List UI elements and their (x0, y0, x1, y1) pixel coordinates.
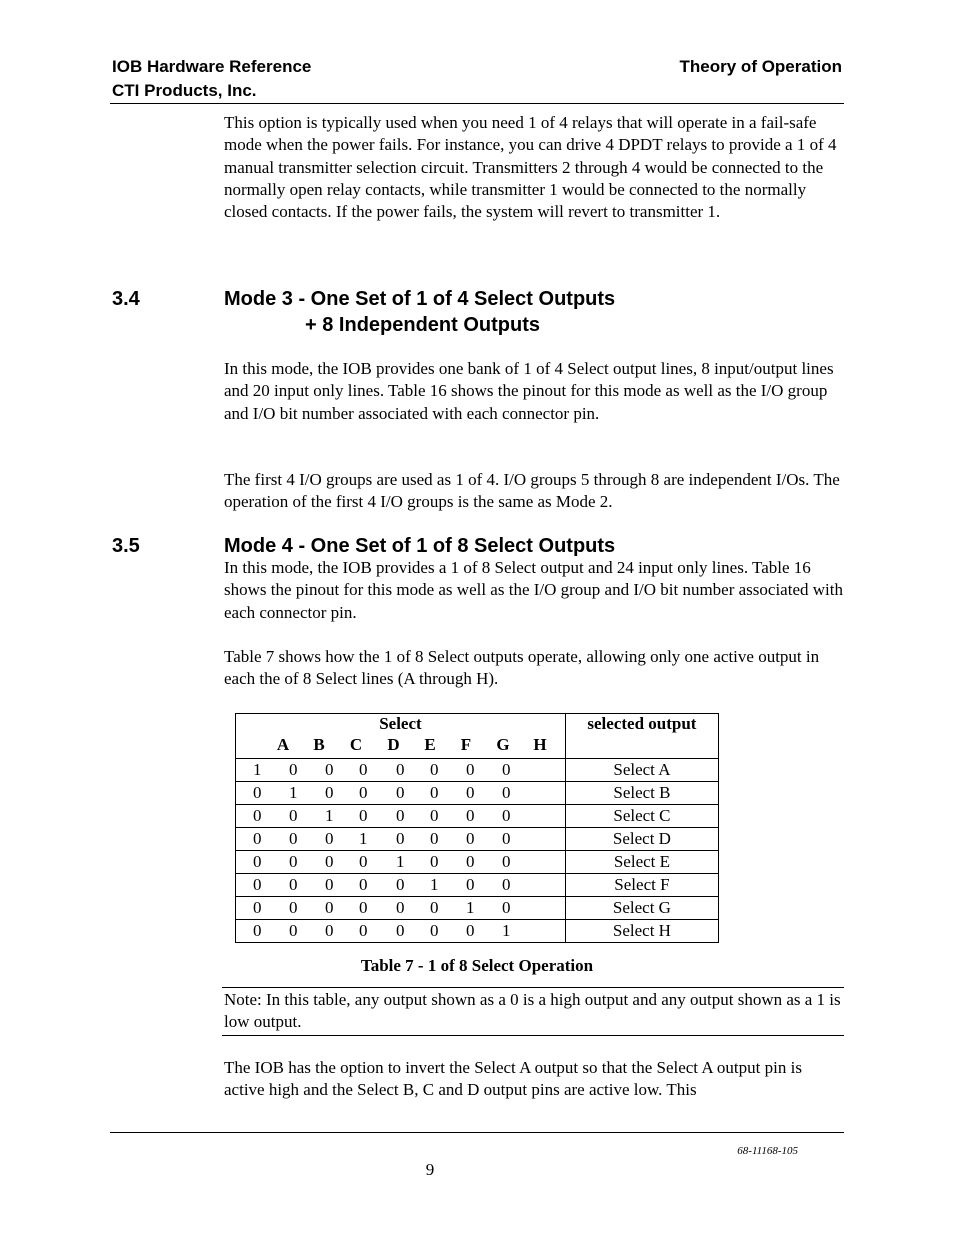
select-header-cell (236, 714, 566, 759)
table-note: Note: In this table, any output shown as a 0 is a high output and any output shown as a 1 is low output. (224, 990, 841, 1032)
select-bit: 0 (253, 898, 262, 917)
table-row (236, 874, 719, 897)
section-3-4-title-continued: + 8 Independent Outputs (305, 314, 541, 336)
select-bit: 0 (359, 783, 368, 802)
select-bit: 0 (289, 852, 298, 871)
document-number: 68-11168-105 (737, 1145, 798, 1157)
select-operation-table (235, 713, 719, 943)
header-divider (110, 103, 844, 104)
section-3-4-number: 3.4 (112, 288, 140, 310)
select-bit: 1 (253, 760, 262, 779)
select-bit: 0 (253, 852, 262, 871)
select-letter-h: H (533, 735, 547, 754)
select-bit: 0 (430, 806, 439, 825)
select-bit: 0 (502, 875, 511, 894)
select-bit: 0 (502, 760, 511, 779)
select-bit: 0 (359, 806, 368, 825)
select-bit: 0 (325, 898, 334, 917)
select-bit: 0 (466, 760, 475, 779)
select-bit: 0 (430, 852, 439, 871)
invert-paragraph: The IOB has the option to invert the Select A output so that the Select A output pin is active high and the Select B, C and D output pins are active low. This (224, 1058, 802, 1100)
selected-output-cell: Select G (565, 897, 718, 920)
table-body (236, 759, 719, 943)
select-bit: 0 (430, 829, 439, 848)
select-bit: 1 (359, 829, 368, 848)
section-3-4-title: Mode 3 - One Set of 1 of 4 Select Outputs (224, 288, 616, 310)
note-bottom-rule (222, 1035, 844, 1036)
running-header-left (112, 55, 311, 103)
select-bit: 1 (466, 898, 475, 917)
selected-output-cell: Select A (565, 759, 718, 782)
select-bit: 0 (466, 829, 475, 848)
select-bit: 0 (396, 829, 405, 848)
select-bit: 0 (502, 783, 511, 802)
select-bit: 0 (396, 760, 405, 779)
select-letter-headers (236, 734, 565, 756)
select-bit: 0 (325, 921, 334, 940)
selected-output-cell: Select H (565, 920, 718, 943)
select-bit: 0 (325, 852, 334, 871)
section-3-5-number: 3.5 (112, 535, 140, 557)
select-header-label: Select (379, 714, 422, 733)
select-bit: 0 (466, 875, 475, 894)
table-row (236, 759, 719, 782)
mode4-paragraph-2: Table 7 shows how the 1 of 8 Select outputs operate, allowing only one active output in each the of 8 Select lines (A through H). (224, 647, 820, 689)
select-bit: 0 (396, 898, 405, 917)
table-caption: Table 7 - 1 of 8 Select Operation (360, 956, 594, 975)
select-bits-cell (236, 828, 566, 851)
select-bits-cell (236, 897, 566, 920)
select-letter-e: E (424, 735, 436, 754)
mode4-paragraph-1: In this mode, the IOB provides a 1 of 8 Select output and 24 input only lines. Table 16 shows the pinout for this mode as well as the I/O group and I/O bit number associated with each connector pin. (224, 558, 843, 622)
select-bit: 0 (396, 806, 405, 825)
table-row (236, 805, 719, 828)
table-row (236, 828, 719, 851)
select-letter-c: C (349, 735, 363, 754)
select-bit: 0 (502, 829, 511, 848)
select-bit: 0 (325, 783, 334, 802)
selected-output-cell: Select D (565, 828, 718, 851)
page-number: 9 (425, 1160, 435, 1179)
select-bit: 0 (466, 852, 475, 871)
select-bit: 0 (359, 760, 368, 779)
select-bit: 0 (325, 760, 334, 779)
select-letter-b: B (313, 735, 325, 754)
select-bit: 0 (430, 898, 439, 917)
select-bit: 0 (502, 898, 511, 917)
select-bits-cell (236, 805, 566, 828)
select-letter-a: A (276, 735, 290, 754)
selected-output-cell: Select B (565, 782, 718, 805)
select-bit: 0 (430, 760, 439, 779)
select-bits-cell (236, 851, 566, 874)
select-bit: 1 (289, 783, 298, 802)
intro-paragraph: This option is typically used when you need 1 of 4 relays that will operate in a fail-safe mode when the power fails. For instance, you can drive 4 DPDT relays to provide a 1 of 4 manual transmitter selection circuit. Transmitters 2 through 4 would be connected to the normally open relay contacts, while transmitter 1 would be connected to the normally closed contacts. If the power fails, the system will revert to transmitter 1. (224, 113, 837, 222)
mode3-paragraph-2: The first 4 I/O groups are used as 1 of 4. I/O groups 5 through 8 are independent I/Os. The operation of the first 4 I/O groups is the same as Mode 2. (224, 470, 840, 512)
select-bit: 0 (325, 875, 334, 894)
running-header-right: Theory of Operation (679, 57, 842, 76)
select-bits-cell (236, 782, 566, 805)
selected-output-cell: Select F (565, 874, 718, 897)
select-bit: 0 (359, 852, 368, 871)
select-bit: 0 (466, 921, 475, 940)
select-bit: 0 (289, 921, 298, 940)
select-bit: 0 (502, 806, 511, 825)
select-bit: 0 (325, 829, 334, 848)
select-bit: 1 (396, 852, 405, 871)
select-bit: 0 (289, 829, 298, 848)
table-row (236, 851, 719, 874)
table-row (236, 897, 719, 920)
document-title: IOB Hardware Reference (112, 57, 312, 76)
select-bit: 1 (502, 921, 511, 940)
select-bit: 0 (430, 921, 439, 940)
select-bit: 0 (396, 875, 405, 894)
select-bit: 0 (466, 806, 475, 825)
table-row (236, 920, 719, 943)
select-bit: 0 (253, 783, 262, 802)
selected-output-cell: Select C (565, 805, 718, 828)
select-letter-g: G (496, 735, 510, 754)
select-bit: 0 (359, 875, 368, 894)
select-bits-cell (236, 759, 566, 782)
select-letter-f: F (460, 735, 472, 754)
select-bit: 1 (325, 806, 334, 825)
select-bit: 0 (359, 921, 368, 940)
select-bit: 0 (359, 898, 368, 917)
select-bit: 0 (289, 898, 298, 917)
select-bit: 0 (502, 852, 511, 871)
section-3-5-title: Mode 4 - One Set of 1 of 8 Select Outputs (224, 535, 616, 557)
select-bit: 0 (466, 783, 475, 802)
select-bit: 0 (253, 921, 262, 940)
select-letter-d: D (387, 735, 400, 754)
select-bits-cell (236, 874, 566, 897)
selected-output-cell: Select E (565, 851, 718, 874)
note-top-rule (222, 987, 844, 988)
footer-divider (110, 1132, 844, 1133)
select-bit: 0 (253, 806, 262, 825)
select-bit: 0 (289, 806, 298, 825)
select-bit: 0 (396, 783, 405, 802)
select-bit: 0 (396, 921, 405, 940)
company-name: CTI Products, Inc. (112, 81, 257, 100)
select-bit: 0 (289, 760, 298, 779)
select-bit: 0 (253, 829, 262, 848)
select-bit: 0 (430, 783, 439, 802)
select-bit: 1 (430, 875, 439, 894)
select-bit: 0 (289, 875, 298, 894)
mode3-paragraph-1: In this mode, the IOB provides one bank of 1 of 4 Select output lines, 8 input/output lines and 20 input only lines. Table 16 shows the pinout for this mode as well as the I/O group and I/O bit number associated with each connector pin. (224, 359, 834, 423)
select-bits-cell (236, 920, 566, 943)
table-row (236, 782, 719, 805)
select-bit: 0 (253, 875, 262, 894)
table-header-row (236, 714, 719, 759)
selected-output-header: selected output (565, 714, 718, 759)
